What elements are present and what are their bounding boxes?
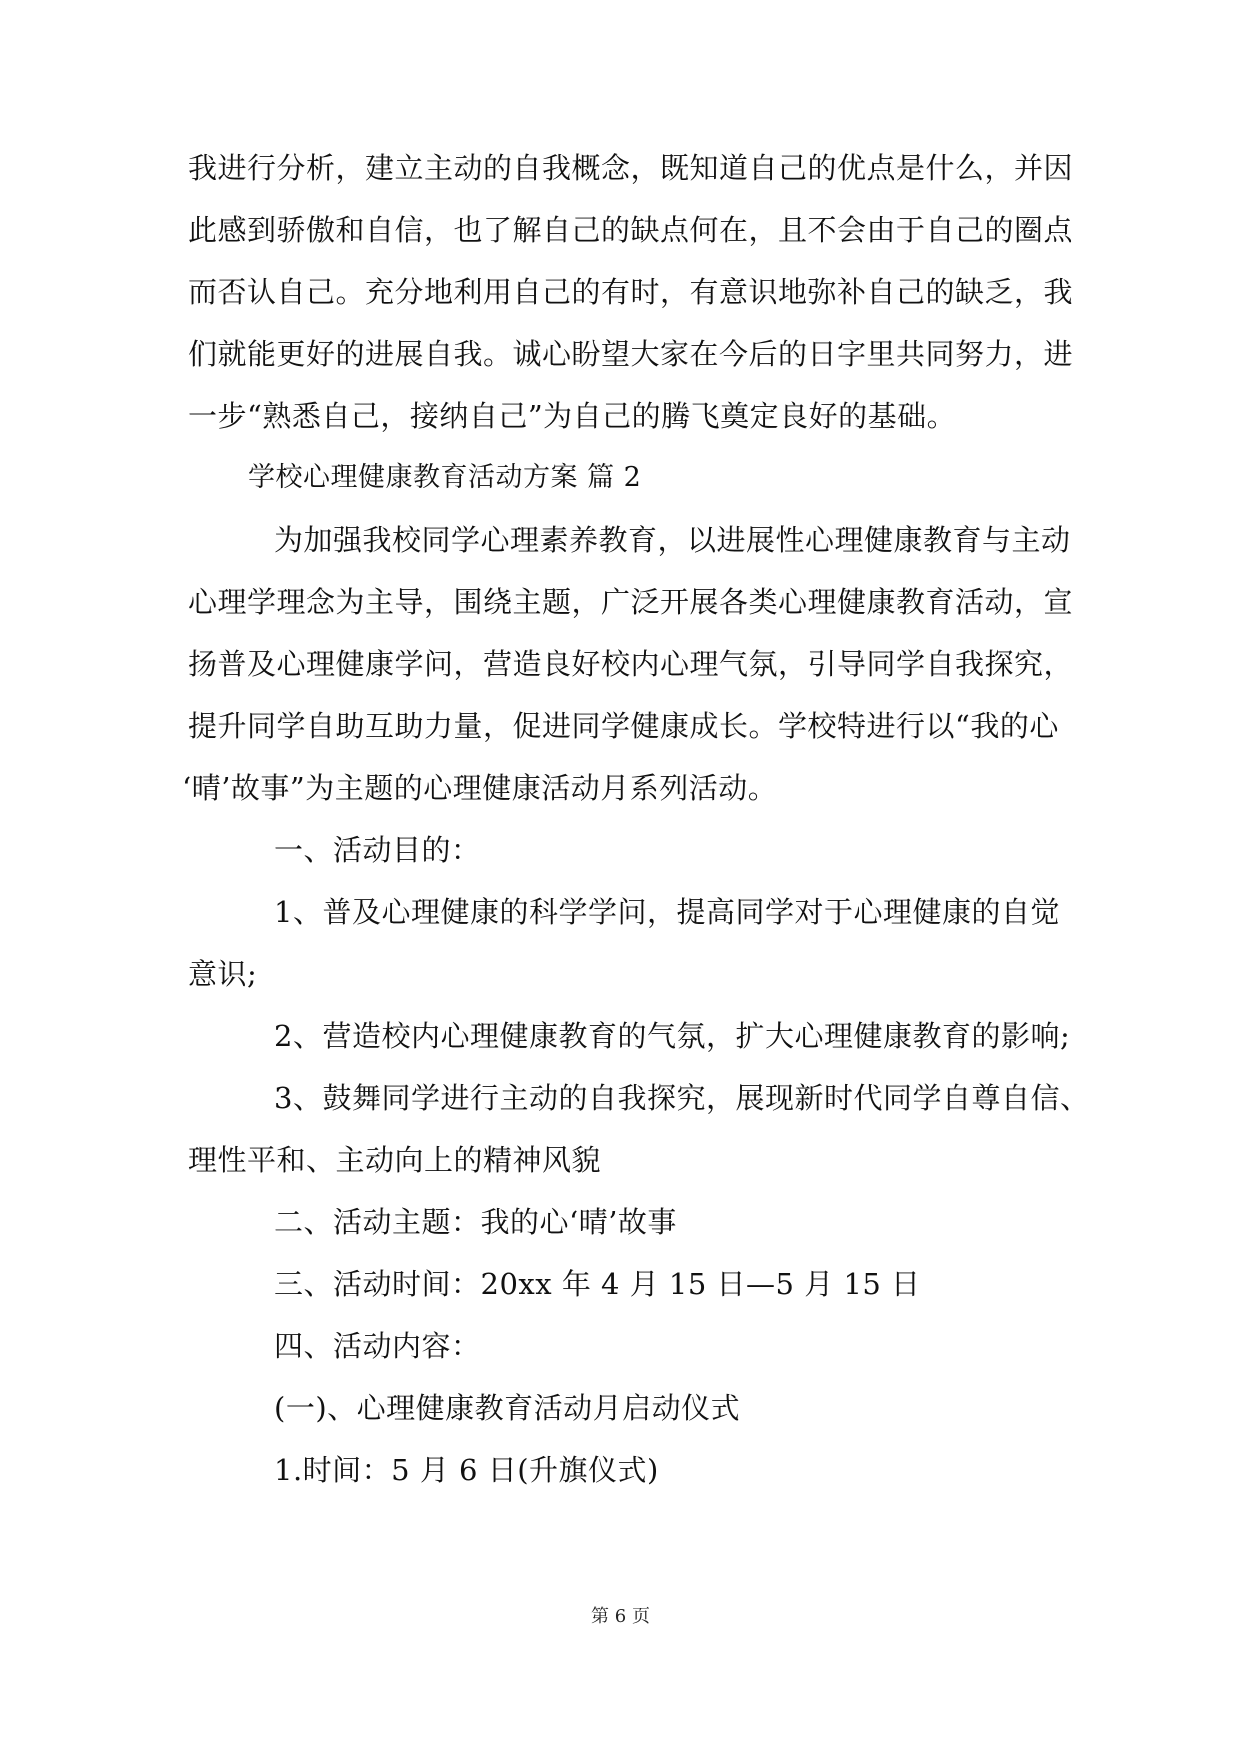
purpose-heading: 一、活动目的： [274, 833, 481, 867]
content-heading: 四、活动内容： [274, 1329, 481, 1363]
body-line: 2、营造校内心理健康教育的气氛，扩大心理健康教育的影响; [274, 1019, 1071, 1053]
body-line: 们就能更好的进展自我。诚心盼望大家在今后的日字里共同努力，进 [188, 337, 1074, 371]
time-line: 三、活动时间：20xx 年 4 月 15 日—5 月 15 日 [274, 1267, 921, 1301]
body-line: 心理学理念为主导，围绕主题，广泛开展各类心理健康教育活动，宣 [188, 585, 1074, 619]
section-heading: 学校心理健康教育活动方案 篇 2 [248, 462, 642, 493]
body-line: 我进行分析，建立主动的自我概念，既知道自己的优点是什么，并因 [188, 151, 1074, 185]
body-line: 扬普及心理健康学问，营造良好校内心理气氛，引导同学自我探究， [188, 647, 1074, 681]
theme-line: 二、活动主题：我的心‘晴’故事 [274, 1205, 677, 1239]
content-subheading: (一)、心理健康教育活动月启动仪式 [274, 1391, 741, 1425]
body-line: 提升同学自助互助力量，促进同学健康成长。学校特进行以“我的心 [188, 709, 1059, 743]
body-line: 1、普及心理健康的科学学问，提高同学对于心理健康的自觉 [274, 895, 1060, 929]
body-line: 为加强我校同学心理素养教育，以进展性心理健康教育与主动 [274, 523, 1071, 557]
body-line: 一步“熟悉自己，接纳自己”为自己的腾飞奠定良好的基础。 [188, 399, 957, 433]
body-line: 意识; [188, 957, 258, 991]
body-line: 理性平和、主动向上的精神风貌 [188, 1143, 602, 1177]
body-line: ‘晴’故事”为主题的心理健康活动月系列活动。 [182, 771, 778, 805]
body-line: 此感到骄傲和自信，也了解自己的缺点何在，且不会由于自己的圈点 [188, 213, 1074, 247]
content-item: 1.时间：5 月 6 日(升旗仪式) [274, 1453, 659, 1487]
body-line: 3、鼓舞同学进行主动的自我探究，展现新时代同学自尊自信、 [274, 1081, 1090, 1115]
body-line: 而否认自己。充分地利用自己的有时，有意识地弥补自己的缺乏，我 [188, 275, 1074, 309]
page-number: 第 6 页 [591, 1606, 650, 1627]
